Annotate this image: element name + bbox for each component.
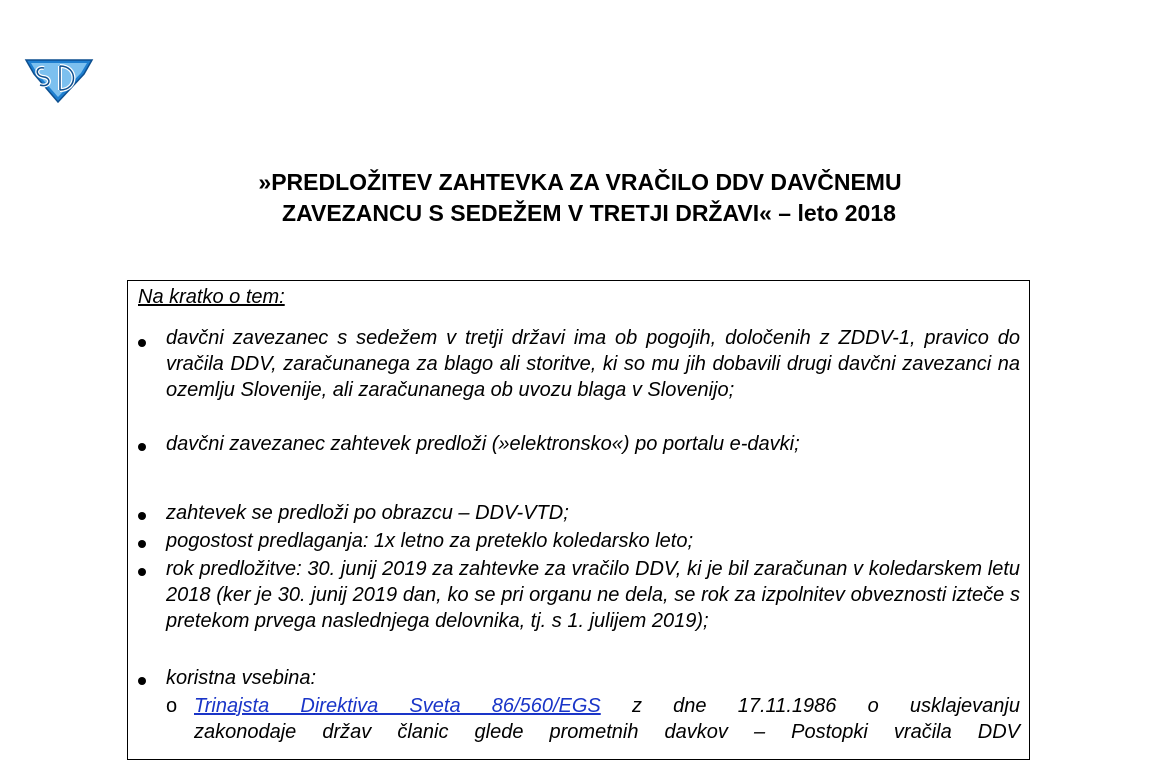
bullet-marker xyxy=(138,512,146,520)
title-line-2: ZAVEZANCU S SEDEŽEM V TRETJI DRŽAVI« – leto 2018 xyxy=(282,200,896,226)
bullet-marker xyxy=(138,677,146,685)
document-title xyxy=(120,167,1040,229)
list-item: davčni zavezanec zahtevek predloži (»elektronsko«) po portalu e-davki; xyxy=(166,433,800,455)
list-item: davčni zavezanec s sedežem v tretji državi ima ob pogojih, določenih z ZDDV-1, pravico do vračila DDV, zaračunanega za blago ali storitve, ki so mu jih dobavili drugi davčni zavezanci na ozemlju Slovenije, ali zaračunanega ob uvozu blaga v Slovenijo; xyxy=(166,327,1020,401)
summary-box xyxy=(127,280,1030,760)
title-line-1: »PREDLOŽITEV ZAHTEVKA ZA VRAČILO DDV DAVČNEMU xyxy=(258,169,902,195)
list-item: zahtevek se predloži po obrazcu – DDV-VTD; xyxy=(166,502,569,524)
bullet-marker xyxy=(138,568,146,576)
list-item: koristna vsebina: xyxy=(166,667,317,689)
company-logo xyxy=(22,52,96,104)
sub-item-line-2: zakonodaje držav članic glede prometnih davkov – Postopki vračila DDV xyxy=(194,721,1020,743)
bullet-marker xyxy=(138,443,146,451)
sub-item-line-1: z dne 17.11.1986 o usklajevanju xyxy=(600,695,1020,717)
bullet-marker xyxy=(138,540,146,548)
bullet-marker xyxy=(138,339,146,347)
list-item: pogostost predlaganja: 1x letno za preteklo koledarsko leto; xyxy=(166,530,694,552)
sub-list-item xyxy=(194,693,1020,719)
directive-link[interactable]: Trinajsta Direktiva Sveta 86/560/EGS xyxy=(194,695,601,717)
list-item: rok predložitve: 30. junij 2019 za zahtevke za vračilo DDV, ki je bil zaračunan v koledarskem letu 2018 (ker je 30. junij 2019 dan, ko se pri organu ne dela, se rok za izpolnitev obveznosti izteče s pretekom prvega naslednjega delovnika, tj. s 1. julijem 2019); xyxy=(166,558,1020,632)
sub-bullet-marker: o xyxy=(166,695,178,717)
summary-heading: Na kratko o tem: xyxy=(138,286,285,308)
